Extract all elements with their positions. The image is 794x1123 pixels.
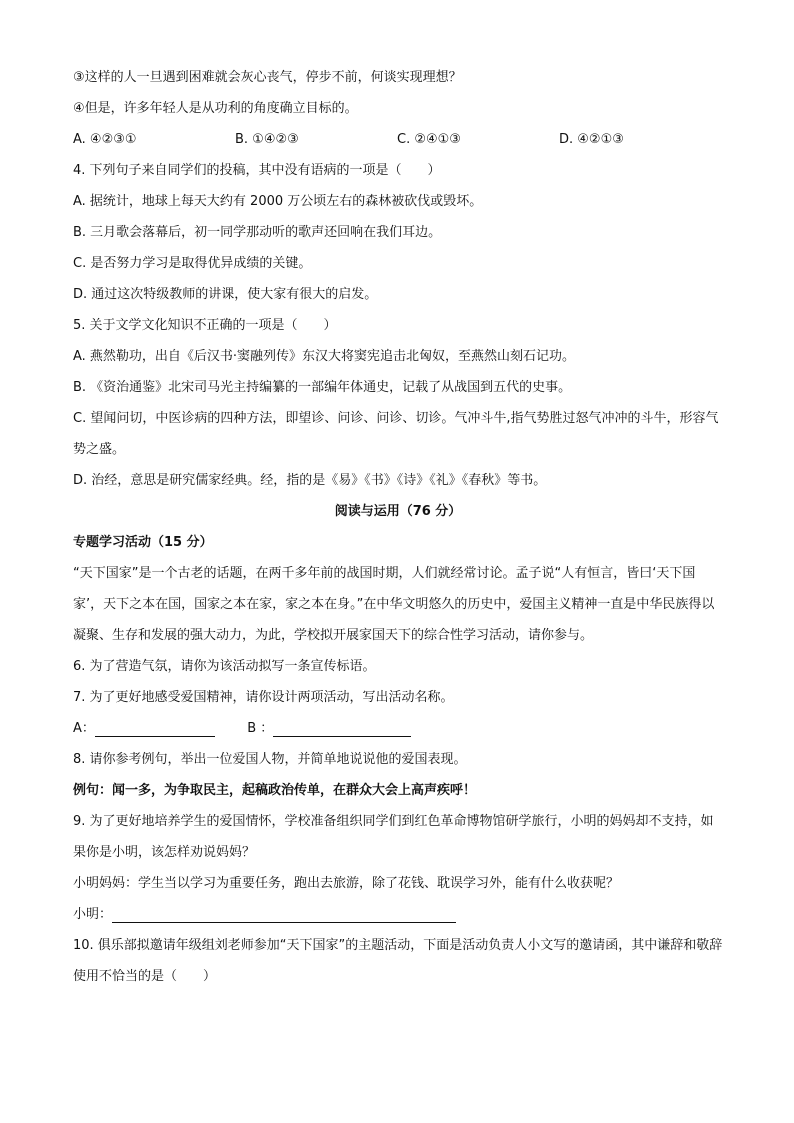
q10-stem: 10. 俱乐部拟邀请年级组刘老师参加“天下国家”的主题活动，下面是活动负责人小文写的邀请函，其中谦辞和敬辞使用不恰当的是（ ） [73,938,723,984]
subsection-title: 专题学习活动（15 分） [73,535,213,550]
q4-option-b: B. 三月歌会落幕后，初一同学那动听的歌声还回响在我们耳边。 [73,225,442,240]
document-page [73,62,723,992]
q4-option-c: C. 是否努力学习是取得优异成绩的关键。 [73,256,312,271]
q7-a-label: A： [73,721,95,736]
q4-stem: 4. 下列句子来自同学们的投稿，其中没有语病的一项是（ ） [73,163,441,178]
option-b: B. ①④②③ [235,132,299,147]
option-d: D. ④②①③ [559,132,624,147]
q5-option-d: D. 治经，意思是研究儒家经典。经，指的是《易》《书》《诗》《礼》《春秋》等书。 [73,473,547,488]
text-line: ③这样的人一旦遇到困难就会灰心丧气，停步不前，何谈实现理想？ [73,70,462,85]
q9-answer-blank[interactable] [112,906,456,923]
q7-answers [73,713,723,744]
q7-b-label: B ： [247,721,274,736]
q5-option-b: B. 《资治通鉴》北宋司马光主持编纂的一部编年体通史，记载了从战国到五代的史事。 [73,380,572,395]
q7-a-blank[interactable] [95,720,215,737]
option-c: C. ②④①③ [397,132,461,147]
q5-stem: 5. 关于文学文化知识不正确的一项是（ ） [73,318,337,333]
q7-stem: 7. 为了更好地感受爱国精神，请你设计两项活动，写出活动名称。 [73,690,454,705]
intro-paragraph: “天下国家”是一个古老的话题，在两千多年前的战国时期，人们就经常讨论。孟子说“人有恒言，皆曰‘天下国家’，天下之本在国，国家之本在家，家之本在身。”在中华文明悠久的历史中，爱国主义精神一直是中华民族得以凝聚、生存和发展的强大动力，为此，学校拟开展家国天下的综合性学习活动，请你参与。 [73,566,715,643]
q7-b-blank[interactable] [273,720,411,737]
q9-stem: 9. 为了更好地培养学生的爱国情怀，学校准备组织同学们到红色革命博物馆研学旅行，小明的妈妈却不支持，如果你是小明，该怎样劝说妈妈？ [73,814,714,860]
q4-option-d: D. 通过这次特级教师的讲课，使大家有很大的启发。 [73,287,378,302]
q9-xiaoming-label: 小明： [73,907,113,922]
option-a: A. ④②③① [73,132,137,147]
q6-stem: 6. 为了营造气氛，请你为该活动拟写一条宣传标语。 [73,659,376,674]
q3-options [73,124,723,155]
q8-example: 例句：闻一多，为争取民主，起稿政治传单，在群众大会上高声疾呼！ [73,783,477,798]
q9-mom-line: 小明妈妈：学生当以学习为重要任务，跑出去旅游，除了花钱、耽误学习外，能有什么收获呢？ [73,876,620,891]
q5-option-a: A. 燕然勒功，出自《后汉书·窦融列传》东汉大将窦宪追击北匈奴，至燕然山刻石记功。 [73,349,576,364]
q8-stem: 8. 请你参考例句，举出一位爱国人物，并简单地说说他的爱国表现。 [73,752,467,767]
section-title: 阅读与运用（76 分） [334,504,462,519]
q5-option-c: C. 望闻问切，中医诊病的四种方法，即望诊、问诊、问诊、切诊。气冲斗牛,指气势胜过怒气冲冲的斗牛，形容气势之盛。 [73,411,719,457]
q9-xiaoming-line [73,899,723,930]
text-line: ④但是，许多年轻人是从功利的角度确立目标的。 [73,101,358,116]
q4-option-a: A. 据统计，地球上每天大约有 2000 万公顷左右的森林被砍伐或毁坏。 [73,194,483,209]
